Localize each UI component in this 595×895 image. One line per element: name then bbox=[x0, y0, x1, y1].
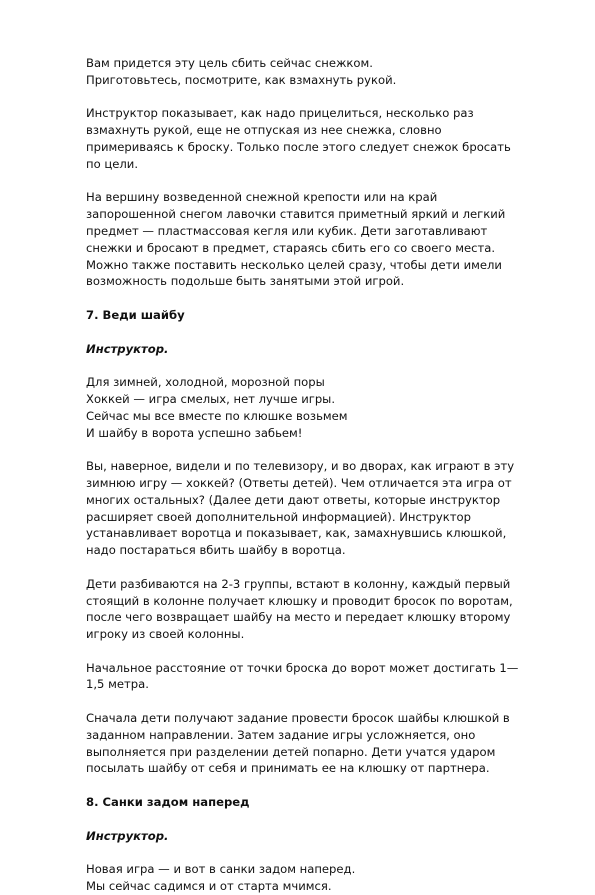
text-line: примериваясь к броску. Только после этого следует снежок бросать bbox=[86, 139, 511, 154]
text-line: предмет — пластмассовая кегля или кубик. Дети заготавливают bbox=[86, 223, 488, 238]
paragraph-hockey-groups bbox=[86, 576, 545, 643]
poem-line: Для зимней, холодной, морозной поры bbox=[86, 375, 325, 390]
text-line: расширяет своей дополнительной информацией). Инструктор bbox=[86, 509, 471, 524]
text-line: взмахнуть рукой, еще не отпуская из нее снежка, словно bbox=[86, 123, 442, 138]
text-line: Начальное расстояние от точки броска до ворот может достигать 1— bbox=[86, 660, 519, 675]
text-line: заданном направлении. Затем задание игры усложняется, оно bbox=[86, 727, 476, 742]
text-line: снежки и бросают в предмет, стараясь сбить его со своего места. bbox=[86, 240, 496, 255]
paragraph-target-setup bbox=[86, 189, 545, 290]
text-line: 1,5 метра. bbox=[86, 677, 149, 692]
text-line: посылать шайбу от себя и принимать ее на клюшку от партнера. bbox=[86, 761, 490, 776]
text-line: выполняется при разделении детей попарно. Дети учатся ударом bbox=[86, 744, 496, 759]
text-line: Дети разбиваются на 2-3 группы, встают в колонну, каждый первый bbox=[86, 576, 511, 591]
section-heading-7: 7. Веди шайбу bbox=[86, 307, 185, 322]
paragraph-hockey-distance bbox=[86, 660, 545, 694]
text-line: игроку из своей колонны. bbox=[86, 627, 245, 642]
text-line: Можно также поставить несколько целей сразу, чтобы дети имели bbox=[86, 257, 502, 272]
text-line: Вы, наверное, видели и по телевизору, и во дворах, как играют в эту bbox=[86, 459, 515, 474]
paragraph-instructor-demo bbox=[86, 105, 545, 172]
text-line: устанавливает воротца и показывает, как, замахнувшись клюшкой, bbox=[86, 526, 507, 541]
poem-line: Новая игра — и вот в санки задом наперед. bbox=[86, 862, 356, 877]
poem-sled bbox=[86, 861, 545, 895]
poem-line: И шайбу в ворота успешно забьем! bbox=[86, 425, 303, 440]
poem-line: Мы сейчас садимся и от старта мчимся. bbox=[86, 879, 332, 894]
text-line: Сначала дети получают задание провести бросок шайбы клюшкой в bbox=[86, 711, 510, 726]
text-line: возможность подольше быть занятыми этой игрой. bbox=[86, 274, 405, 289]
paragraph-hockey-intro bbox=[86, 458, 545, 559]
poem-line: Сейчас мы все вместе по клюшке возьмем bbox=[86, 408, 348, 423]
section-heading-8: 8. Санки задом наперед bbox=[86, 795, 250, 810]
poem-hockey bbox=[86, 374, 545, 441]
poem-line: Хоккей — игра смелых, нет лучше игры. bbox=[86, 391, 336, 406]
text-line: после чего возвращает шайбу на место и передает клюшку второму bbox=[86, 610, 511, 625]
text-line: Инструктор показывает, как надо прицелиться, несколько раз bbox=[86, 106, 474, 121]
text-line: стоящий в колонне получает клюшку и проводит бросок по воротам, bbox=[86, 593, 513, 608]
text-line: надо постараться вбить шайбу в воротца. bbox=[86, 543, 346, 558]
paragraph-hockey-tasks bbox=[86, 710, 545, 777]
text-line: Вам придется эту цель сбить сейчас снежком. bbox=[86, 56, 373, 70]
text-line: Приготовьтесь, посмотрите, как взмахнуть рукой. bbox=[86, 72, 397, 87]
speaker-label-instructor: Инструктор. bbox=[86, 828, 169, 843]
text-line: На вершину возведенной снежной крепости или на край bbox=[86, 190, 438, 205]
text-line: многих остальных? (Далее дети дают ответы, которые инструктор bbox=[86, 492, 501, 507]
text-line: по цели. bbox=[86, 156, 139, 171]
paragraph-target-intro bbox=[86, 55, 545, 89]
speaker-label-instructor: Инструктор. bbox=[86, 341, 169, 356]
text-line: зимнюю игру — хоккей? (Ответы детей). Чем отличается эта игра от bbox=[86, 475, 512, 490]
text-line: запорошенной снегом лавочки ставится приметный яркий и легкий bbox=[86, 207, 506, 222]
